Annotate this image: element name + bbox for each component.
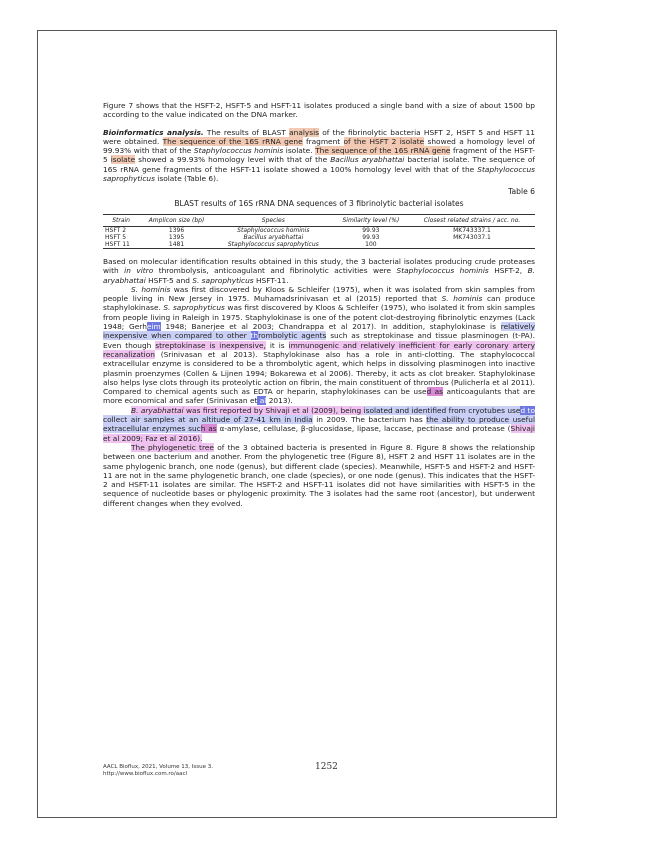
blast-results-table (103, 214, 535, 249)
footer-journal: AACL Bioflux, 2021, Volume 13, Issue 3. (103, 764, 214, 770)
highlight: relatively inexpensive when compared to other (103, 322, 535, 341)
highlight: al (257, 396, 267, 406)
text: isolate. (283, 146, 316, 156)
cell-amplicon: 1395 (168, 233, 185, 241)
highlight: collect air samples at an altitude of 27-41 km in India (103, 415, 313, 425)
highlight: immunogenic and relatively inefficient for early coronary artery recanalization (103, 340, 536, 359)
table-header-row (103, 214, 535, 226)
text: bacterial isolate. The sequence of 16S rRNA gene fragments of the HSFT-11 isolate showed a 100% homology level with that of the (103, 155, 535, 174)
paragraph-figure7: Figure 7 shows that the HSFT-2, HSFT-5 and HSFT-11 isolates produced a single band with a size of about 1500 bp according to the value indicated on the DNA marker. (103, 101, 535, 120)
text: it is (265, 340, 289, 350)
cell-species: Bacillus aryabhattai (243, 233, 304, 241)
text: can produce staphylokinase. (103, 294, 535, 313)
highlight: isolate (110, 155, 136, 165)
text: (Srinivasan et al 2013). Staphylokinase also has a role in anti-clotting. The staphylococcal extracellular enzyme is considered to be a thrombolytic agent, which helps in dissolving plasminogen into inactive plasmin proenzymes (Collen & Lijnen 1994; Bokarewa et al 2006). Thereby, it acts as clot breaker. Staphylokinase also helps lyse clots through its proteolytic action on fibrin, the main constituent of thrombus (Pulicherla et al 2011). Compared to chemical agents such as EDTA or heparin, staphylokinases can be use (103, 349, 535, 397)
highlight: of the HSFT 2 (343, 136, 400, 146)
paragraph-b-aryabhattai (103, 406, 535, 443)
text: showed a 99.93% homology level with that of the (135, 155, 331, 165)
text: of the 3 obtained bacteria is presented in Figure 8. Figure 8 shows the relationship between one bacterium and another. From the phylogenetic tree (Figure 8), HSFT 2 and HSFT 11 isolates are in the same phylogenic branch, one node (genus), but different clade (species). Meanwhile, HSFT-5 and HSFT-2 and HSFT-11 are not in the same phylogenetic branch, one clade (species), or one node (genus). This indicates that the HSFT-2 and HSFT-11 isolates are similar. The HSFT-2 and HSFT-11 isolates did not have similarities with HSFT-5 in the sequence of nucleotide bases or phylogenic proximity. The 3 isolates had the same root (ancestor), but underwent different changes when they evolved. (103, 442, 535, 508)
page-number: 1252 (315, 762, 338, 772)
cell-accession: MK743037.1 (453, 233, 491, 241)
document-page (37, 30, 557, 818)
text: isolate (Table 6). (154, 174, 219, 184)
header-closest: Closest related strains / acc. no. (409, 214, 535, 226)
text: anticoagulants that are more economical and safer (Srinivasan et (103, 387, 535, 406)
text: fragment (302, 136, 344, 146)
species-name: S. hominis (131, 284, 171, 294)
highlight: eim (146, 322, 161, 332)
table-row (103, 234, 535, 241)
header-similarity: Similarity level (%) (333, 214, 409, 226)
text: was first discovered by Kloos & Schleifer (1975), who isolated it from skin samples from people living in Raleigh in 1975. Staphylokinase is one of the potent clot-destroying fibrinolytic enzymes (Lack 1948; Gerh (103, 303, 535, 332)
cell-similarity: 99.93 (362, 226, 380, 234)
highlight: the ability to produce useful extracellular enzymes suc (103, 415, 535, 434)
header-amplicon: Amplicon size (bp) (139, 214, 214, 226)
footer-url: http://www.bioflux.com.ro/aacl (103, 770, 188, 777)
paragraph-phylogenetic-tree (103, 443, 535, 508)
highlight: h as (200, 424, 217, 434)
species-name: Staphylococcus hominis (193, 146, 284, 156)
table-title: BLAST results of 16S rRNA DNA sequences of 3 fibrinolytic bacterial isolates (174, 198, 464, 208)
cell-species: Staphylococcus hominis (237, 226, 310, 234)
text: fragment of the HSFT-5 (103, 146, 535, 165)
species-name: Staphylococcus saprophyticus (103, 164, 535, 184)
text: 1948; Banerjee et al 2003; Chandrappa et al 2017). In addition, staphylokinase is (160, 322, 501, 332)
highlight: streptokinase is inexpensive, (155, 340, 266, 350)
cell-amplicon: 1481 (139, 241, 214, 249)
highlight: rombolytic agents (258, 331, 327, 341)
cell-similarity: 100 (333, 241, 409, 249)
highlight: d to (520, 405, 535, 415)
text: HSFT-2, (488, 266, 528, 276)
cell-strain: HSFT 5 (105, 233, 127, 241)
page-footer (103, 764, 535, 777)
species-name: S. saprophyticus (163, 303, 225, 313)
species-name: S. hominis (441, 294, 483, 304)
header-strain: Strain (103, 214, 139, 226)
cell-species: Staphylococcus saprophyticus (214, 241, 333, 249)
cell-accession (409, 241, 535, 249)
highlight: The sequence of the 16S rRNA gene (315, 146, 451, 156)
highlight: th (250, 331, 259, 341)
text: Based on molecular identification results obtained in this study, the 3 bacterial isolates producing crude proteases with (103, 256, 535, 276)
paragraph-molecular-identification (103, 257, 535, 285)
highlight: d as (426, 387, 444, 397)
table-row (103, 241, 535, 249)
paragraph-s-hominis (103, 285, 535, 406)
paragraph-bioinformatics (103, 128, 535, 184)
text: such as streptokinase and tissue plasminogen (t-PA). Even though (103, 331, 535, 350)
text: The results of BLAST (203, 127, 290, 137)
text: of the fibrinolytic bacteria HSFT 2, HSFT 5 and HSFT 11 were obtained. (103, 127, 535, 146)
species-name: Bacillus aryabhattai (330, 155, 405, 165)
text: 2013). (266, 396, 293, 406)
highlight: Shivaji et al 2009; Faz et al 2016). (103, 424, 535, 443)
section-heading: Bioinformatics analysis. (103, 127, 204, 137)
cell-accession: MK743337.1 (453, 226, 491, 234)
highlight: analysis (289, 127, 320, 137)
text: in 2009. The bacterium has (312, 415, 427, 425)
cell-amplicon: 1396 (168, 226, 185, 234)
highlight: The sequence of the 16S rRNA gene (162, 136, 303, 146)
text: HSFT-5 and (145, 275, 193, 285)
species-name: Staphylococcus hominis (396, 266, 489, 276)
highlight: isolated and identified from cryotubes use (363, 405, 521, 415)
species-name: S. saprophyticus (192, 275, 254, 285)
text: was first discovered by Kloos & Schleifer (1975), when it was isolated from skin samples from people living in New Jersey in 1975. Muhamadsrinivasan et al (2015) reported that (103, 284, 536, 304)
header-species: Species (214, 214, 333, 226)
cell-strain: HSFT 11 (103, 241, 139, 249)
text: α-amylase, cellulase, β-glucosidase, lipase, laccase, pectinase and protease ( (216, 424, 511, 434)
cell-strain: HSFT 2 (105, 226, 127, 234)
text: thrombolysis, anticoagulant and fibrinolytic activities were (153, 266, 397, 276)
species-name: B. aryabhattai (131, 405, 184, 415)
highlight: The phylogenetic tree (131, 442, 214, 452)
cell-similarity: 99.93 (362, 233, 380, 241)
text: showed a homology level of 99.93% with that of the (103, 136, 535, 156)
italic-term: in vitro (124, 266, 154, 276)
table-number: Table 6 (508, 187, 535, 197)
highlight: isolate (399, 136, 425, 146)
page-content (103, 101, 535, 508)
table-row (103, 226, 535, 234)
text: HSFT-11. (253, 275, 289, 285)
species-name: B. aryabhattai (103, 266, 535, 285)
highlight: was first reported by Shivaji et al (2009), being (183, 405, 364, 415)
